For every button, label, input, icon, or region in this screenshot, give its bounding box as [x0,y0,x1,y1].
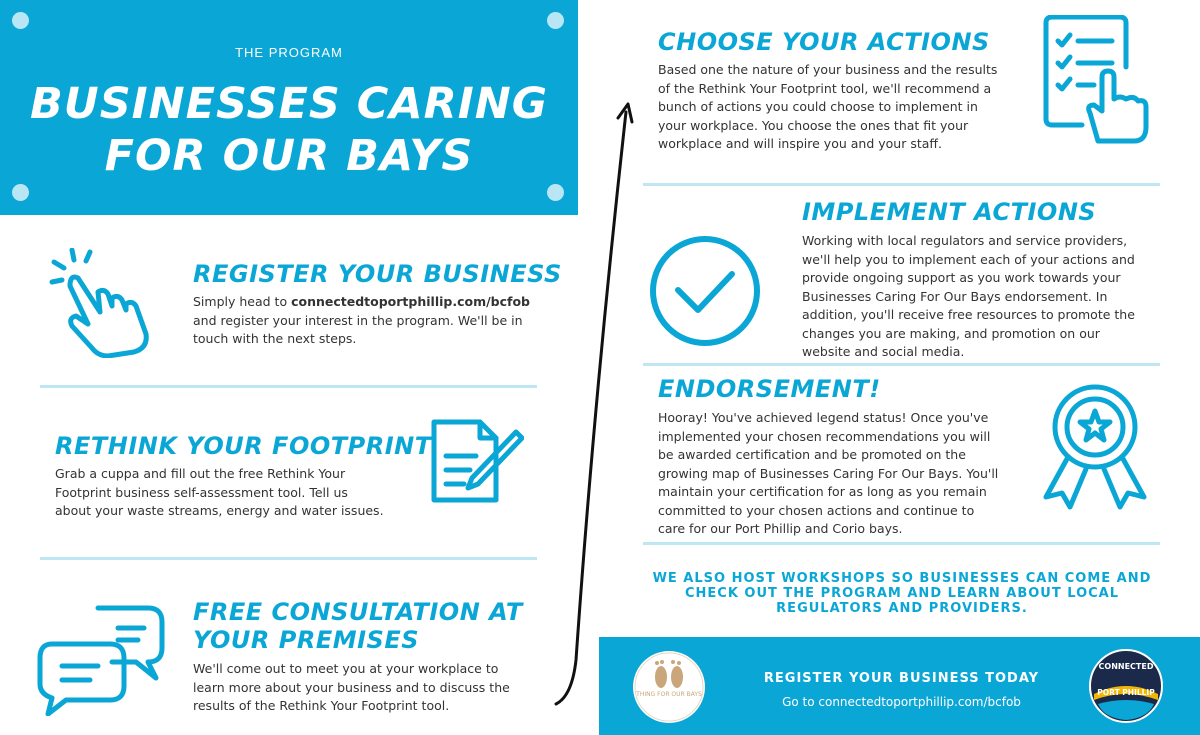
bays-logo [633,651,705,723]
register-url[interactable]: Go to connectedtoportphillip.com/bcfob [782,695,1021,709]
step-heading-rethink: RETHINK YOUR FOOTPRINT [55,432,432,460]
decor-dot [12,184,29,201]
logo-connected-text: CONNECTED [1098,662,1154,671]
step-text-endorsement: Hooray! You've achieved legend status! Once you've implemented your chosen recommendations you will be awarded certification and be promoted on the growing map of Businesses Caring For Our Bays. You'll maintain your certification for as long as you remain committed to your chosen actions and continue to care for our Port Phillip and Corio bays. [658,410,999,536]
checklist-hand-icon [1042,15,1150,145]
check-circle-icon [648,234,762,348]
step-text-register [193,293,538,349]
decor-dot [547,12,564,29]
divider [40,557,537,560]
document-pencil-icon [430,418,524,504]
step-heading-consultation [193,598,523,654]
consultation-heading-line1: FREE CONSULTATION AT [193,598,523,626]
divider [643,542,1160,545]
workshops-callout: WE ALSO HOST WORKSHOPS SO BUSINESSES CAN COME AND CHECK OUT THE PROGRAM AND LEARN ABOUT LOCAL REGULATORS AND PROVIDERS. [652,571,1152,616]
step-heading-endorsement: ENDORSEMENT! [658,375,881,403]
register-text-suffix: and register your interest in the program. We'll be in touch with the next steps. [193,312,523,346]
divider [40,385,537,388]
chat-bubbles-icon [36,604,166,716]
program-header-panel [0,0,578,215]
step-heading-choose: CHOOSE YOUR ACTIONS [658,28,990,56]
register-link[interactable]: connectedtoportphillip.com/bcfob [291,294,531,309]
program-title-line2: FOR OUR BAYS [104,131,474,181]
register-cta[interactable]: REGISTER YOUR BUSINESS TODAY [763,671,1040,686]
decor-dot [12,12,29,29]
step-heading-implement: IMPLEMENT ACTIONS [802,198,1097,226]
step-text-consultation: We'll come out to meet you at your workplace to learn more about your business and to discuss the results of the Rethink Your Footprint tool. [193,661,510,713]
program-title-line1: BUSINESSES CARING [30,79,548,129]
step-text-implement: Working with local regulators and service providers, we'll help you to implement each of your actions and provide ongoing support as you work towards your Businesses Caring For Our Bays endorsement. In addition, you'll receive free resources to promote the changes you are making, and promotion on our website and social media. [802,233,1135,359]
step-text-choose: Based one the nature of your business and the results of the Rethink Your Footprint tool, we'll recommend a bunch of actions you could choose to implement in your workplace. You choose the ones that fit your workplace and will inspire you and your staff. [658,62,998,151]
step-text-rethink: Grab a cuppa and fill out the free Rethink Your Footprint business self-assessment tool. Tell us about your waste streams, energy and water issues. [55,466,384,518]
pointing-hand-icon [48,248,154,358]
register-footer-banner [599,637,1200,735]
logo-port-phillip-text: PORT PHILLIP [1097,688,1155,697]
divider [643,363,1160,366]
register-text-prefix: Simply head to [193,294,292,309]
bays-logo-text: THING FOR OUR BAYS [636,691,702,698]
flow-arrow [548,100,638,714]
consultation-heading-line2: YOUR PREMISES [193,626,419,654]
program-eyebrow: THE PROGRAM [235,45,343,60]
divider [643,183,1160,186]
step-heading-register: REGISTER YOUR BUSINESS [193,260,562,288]
program-title [0,78,578,182]
award-ribbon-icon [1040,383,1150,511]
connected-port-phillip-logo [1088,648,1164,724]
